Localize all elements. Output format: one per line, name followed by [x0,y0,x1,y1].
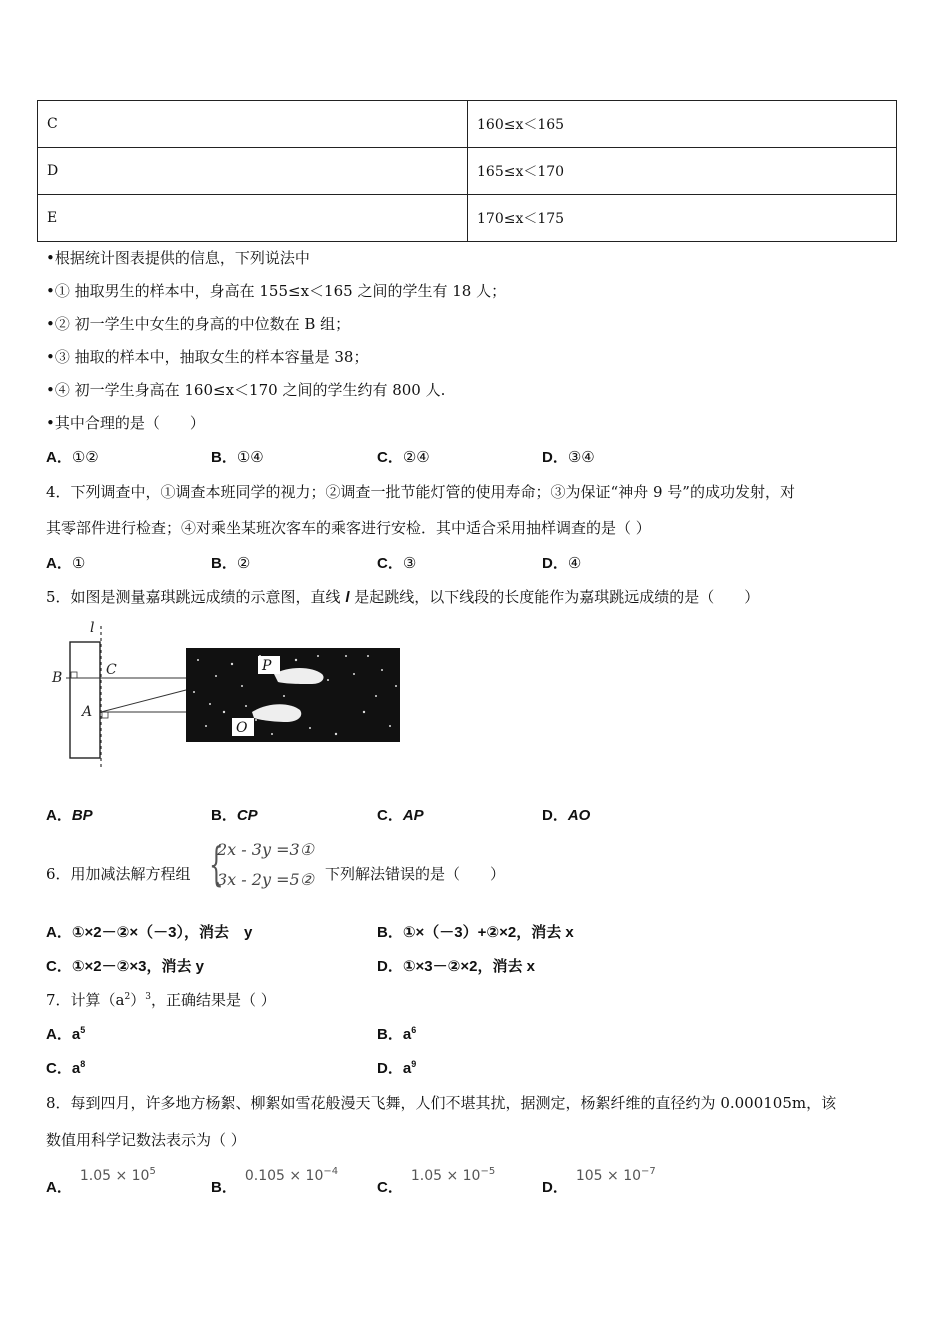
q5-text [46,586,759,607]
q7-exponent-outer: 3 [145,992,151,1002]
q4-option-a[interactable] [46,552,85,573]
equation-2: 3x - 2y =5② [217,870,315,889]
option-key: B． [211,449,237,466]
option-key: D． [542,449,568,466]
option-key: C． [377,555,403,572]
label-b: B [52,670,63,686]
option-key: A． [46,449,72,466]
q8-text-line1: 8．每到四月，许多地方杨絮、柳絮如雪花般漫天飞舞，人们不堪其扰，据测定，杨絮纤维的直径约为 0.000105m，该 [46,1094,837,1112]
q5-option-a[interactable] [46,804,93,825]
q3-statement-3: •③ 抽取的样本中，抽取女生的样本容量是 38； [46,348,369,366]
option-base: a [402,1060,412,1077]
option-base: a [402,1026,412,1043]
option-value: AO [567,807,591,824]
range-cell: 160≤x＜165 [468,101,897,148]
line-ap [101,690,186,712]
label-p: P [262,658,272,674]
option-key: C． [46,958,72,975]
option-value: ②④ [402,448,430,466]
q4-text-line1: 4．下列调查中，①调查本班同学的视力；②调查一批节能灯管的使用寿命；③为保证“神舟 9 号”的成功发射，对 [46,483,795,501]
q3-option-b[interactable] [211,446,264,467]
q8-option-b[interactable] [211,1164,339,1196]
option-key: D． [377,958,403,975]
q7-mid: ） [130,991,146,1009]
option-value: ①×2－②×（－3），消去 y [71,924,253,941]
table-row [38,101,897,148]
q8-option-c[interactable] [377,1164,496,1196]
option-value: ①×3－②×2，消去 x [402,958,535,975]
q5-line-var: l [345,589,350,606]
option-key: D． [377,1060,403,1077]
equation-system [209,836,327,896]
option-value: ② [236,554,251,572]
option-value: CP [236,807,258,824]
q3-option-d[interactable] [542,446,595,467]
q4-option-d[interactable] [542,552,581,573]
option-key: C． [46,1060,72,1077]
q3-option-a[interactable] [46,446,99,467]
option-value: ③ [402,554,417,572]
q6-option-b[interactable] [377,921,574,942]
option-key: B． [211,807,237,824]
option-exponent: 6 [411,1025,417,1035]
brace-icon: { [209,837,224,891]
option-value: ①② [71,448,99,466]
takeoff-board [70,642,100,758]
option-key: A． [46,807,72,824]
range-cell: 170≤x＜175 [468,195,897,242]
q6-option-c[interactable] [46,955,204,976]
option-key: C． [377,1179,403,1196]
q8-option-d[interactable] [542,1164,656,1196]
q6-text-pre: 6．用加减法解方程组 [46,865,191,883]
option-base: a [71,1060,81,1077]
q5-option-b[interactable] [211,804,258,825]
q6-text-post: 下列解法错误的是（ ） [325,865,506,883]
q7-option-d[interactable] [377,1057,416,1078]
q3-intro: •根据统计图表提供的信息，下列说法中 [46,249,310,267]
sand-pit [186,648,400,742]
option-exponent: 5 [149,1166,156,1177]
table-row [38,195,897,242]
option-key: D． [542,807,568,824]
height-group-table [37,100,897,242]
option-mantissa: 0.105 × 10 [244,1168,324,1184]
option-key: B． [211,555,237,572]
option-key: D． [542,1179,568,1196]
q6-option-a[interactable] [46,921,252,942]
option-value: AP [402,807,424,824]
q3-statement-2: •② 初一学生中女生的身高的中位数在 B 组； [46,315,351,333]
label-l: l [90,620,95,636]
option-mantissa: 105 × 10 [575,1168,642,1184]
option-key: A． [46,1179,72,1196]
option-value: ①×2－②×3，消去 y [71,958,204,975]
q5-text-post: 是起跳线，以下线段的长度能作为嘉琪跳远成绩的是（ ） [349,588,760,606]
q4-text-line2: 其零部件进行检查；④对乘坐某班次客车的乘客进行安检．其中适合采用抽样调查的是（ ） [46,519,651,537]
q3-question: •其中合理的是（ ） [46,414,205,432]
table-row [38,148,897,195]
q7-option-a[interactable] [46,1023,85,1044]
q7-pre: 7．计算（a [46,991,125,1009]
option-key: C． [377,449,403,466]
label-o: O [236,720,248,736]
option-key: C． [377,807,403,824]
group-cell: E [38,195,468,242]
q6-option-d[interactable] [377,955,535,976]
q4-option-b[interactable] [211,552,250,573]
q3-option-c[interactable] [377,446,430,467]
option-key: A． [46,555,72,572]
q8-option-a[interactable] [46,1164,156,1196]
q5-text-pre: 5．如图是测量嘉琪跳远成绩的示意图，直线 [46,588,346,606]
equation-1: 2x - 3y =3① [217,840,315,859]
option-value: ④ [567,554,582,572]
option-key: A． [46,1026,72,1043]
option-exponent: −7 [641,1166,656,1177]
q5-option-d[interactable] [542,804,590,825]
group-cell: C [38,101,468,148]
option-exponent: 8 [80,1059,86,1069]
option-key: A． [46,924,72,941]
q3-statement-4: •④ 初一学生身高在 160≤x＜170 之间的学生约有 800 人. [46,381,446,399]
option-base: a [71,1026,81,1043]
q7-exponent-inner: 2 [124,992,131,1002]
option-exponent: 5 [80,1025,86,1035]
group-cell: D [38,148,468,195]
q3-statement-1: •① 抽取男生的样本中，身高在 155≤x＜165 之间的学生有 18 人； [46,282,507,300]
q8-text-line2: 数值用科学记数法表示为（ ） [46,1131,246,1149]
option-value: ① [71,554,86,572]
option-mantissa: 1.05 × 10 [79,1168,150,1184]
option-key: D． [542,555,568,572]
option-mantissa: 1.05 × 10 [410,1168,481,1184]
right-angle-a [102,712,108,718]
q4-option-c[interactable] [377,552,416,573]
option-key: B． [377,924,403,941]
option-exponent: 9 [411,1059,417,1069]
option-key: B． [211,1179,237,1196]
option-exponent: −4 [323,1166,339,1177]
label-a: A [82,704,93,720]
q5-option-c[interactable] [377,804,424,825]
long-jump-figure [46,616,406,772]
q7-option-c[interactable] [46,1057,85,1078]
q7-text [46,989,276,1010]
q7-post: ，正确结果是（ ） [150,991,276,1009]
range-cell: 165≤x＜170 [468,148,897,195]
option-value: ①④ [236,448,264,466]
option-key: B． [377,1026,403,1043]
option-value: ①×（－3）+②×2，消去 x [402,924,574,941]
label-c: C [106,662,117,678]
q7-option-b[interactable] [377,1023,416,1044]
option-value: BP [71,807,93,824]
option-value: ③④ [567,448,595,466]
option-exponent: −5 [480,1166,496,1177]
